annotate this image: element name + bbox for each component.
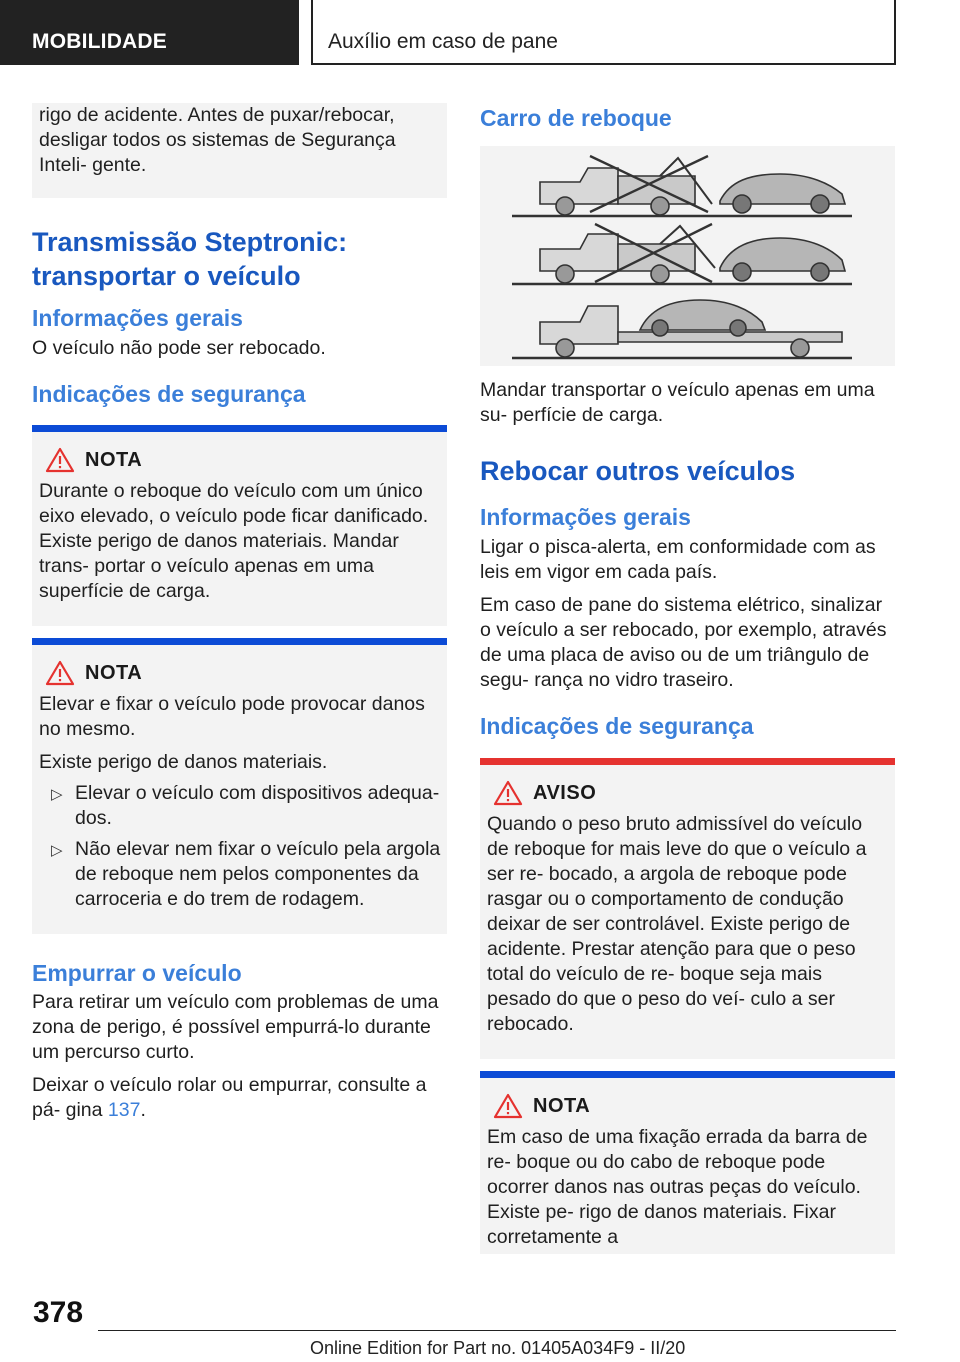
triangle-right-icon: ▷ — [51, 842, 63, 859]
note-right-text: Em caso de uma fixação errada da barra de re- boque ou do cabo de reboque pode ocorrer danos nas outras peças do veículo. Existe pe- rigo de danos materiais. Fixar corretamente a — [487, 1126, 868, 1248]
note-box-1 — [32, 425, 447, 626]
edition-note: Online Edition for Part no. 01405A034F9 - II/20 — [310, 1338, 686, 1358]
note-box-right — [480, 1071, 895, 1254]
empurrar-text-2 — [32, 1073, 447, 1123]
subheading-indicacoes: Indicações de segurança — [32, 381, 306, 407]
triangle-right-icon: ▷ — [51, 786, 63, 803]
continued-box-text: rigo de acidente. Antes de puxar/rebocar, desligar todos os sistemas de Segurança Inteli- gente. — [39, 104, 396, 176]
note-label: NOTA — [533, 1094, 591, 1117]
warning-triangle-icon — [45, 447, 75, 473]
warning-label: AVISO — [533, 781, 597, 804]
tow-truck-drawing — [480, 146, 895, 366]
chapter-title: Auxílio em caso de pane — [311, 0, 896, 65]
empurrar-text-2-pre: Deixar o veículo rolar ou empurrar, consulte a pá- gina — [32, 1074, 427, 1121]
list-item-text: Não elevar nem fixar o veículo pela argola de reboque nem pelos componentes da carroceria e do trem de rodagem. — [75, 838, 441, 910]
info-text-1: Ligar o pisca-alerta, em conformidade com as leis em vigor em cada país. — [480, 536, 876, 583]
empurrar-text-1: Para retirar um veículo com problemas de uma zona de perigo, é possível empurrá-lo durante um percurso curto. — [32, 991, 439, 1063]
right-column — [480, 103, 895, 1254]
warning-text: Quando o peso bruto admissível do veículo de reboque for mais leve do que o veículo a ser re- bocado, a argola de reboque pode rasgar ou o comportamento de condução deixar de ser controlável. Existe perigo de acidente. Prestar atenção para que o peso total do veículo de re- boque seja mais pesado do que o peso do veí- culo a ser rebocado. — [487, 813, 867, 1035]
info-text: O veículo não pode ser rebocado. — [32, 337, 326, 359]
note-box-2-head — [39, 645, 441, 686]
continued-safety-box — [32, 103, 447, 198]
warning-box-head — [487, 765, 889, 806]
warning-triangle-icon — [493, 780, 523, 806]
page-number: 378 — [33, 1296, 84, 1329]
subheading-indicacoes-right: Indicações de segurança — [480, 713, 754, 739]
note-box-right-head — [487, 1078, 889, 1119]
subheading-info-gerais: Informações gerais — [32, 305, 243, 331]
footer-divider — [98, 1330, 896, 1331]
subheading-info-gerais-right: Informações gerais — [480, 504, 691, 530]
list-item — [39, 837, 441, 912]
list-item-text: Elevar o veículo com dispositivos adequa- dos. — [75, 782, 440, 829]
note-1-text: Durante o reboque do veículo com um único eixo elevado, o veículo pode ficar danificado. Existe perigo de danos materiais. Mandar trans- portar o veículo apenas em uma superfície de carga. — [39, 480, 429, 602]
note-2-text-1: Elevar e fixar o veículo pode provocar danos no mesmo. — [39, 693, 425, 740]
list-item — [39, 781, 441, 831]
note-box-2 — [32, 638, 447, 934]
warning-box — [480, 758, 895, 1059]
subheading-empurrar: Empurrar o veículo — [32, 960, 242, 986]
section-title: MOBILIDADE — [0, 0, 299, 65]
note-label: NOTA — [85, 448, 143, 471]
subheading-carro-reboque: Carro de reboque — [480, 105, 672, 131]
figure-caption: Mandar transportar o veículo apenas em uma su- perfície de carga. — [480, 379, 875, 426]
page-link[interactable]: 137 — [107, 1099, 141, 1121]
note-2-bullet-list — [39, 781, 441, 912]
left-column — [32, 103, 447, 1123]
heading-transmissao: Transmissão Steptronic: transportar o veículo — [32, 227, 348, 291]
note-box-1-head — [39, 432, 441, 473]
tow-truck-illustration — [480, 146, 895, 366]
info-text-2: Em caso de pane do sistema elétrico, sinalizar o veículo a ser rebocado, por exemplo, através de uma placa de aviso ou de um triângulo de segu- rança no vidro traseiro. — [480, 594, 887, 691]
empurrar-text-2-post: . — [140, 1099, 146, 1121]
warning-triangle-icon — [45, 660, 75, 686]
heading-rebocar: Rebocar outros veículos — [480, 456, 796, 486]
note-label: NOTA — [85, 661, 143, 684]
warning-triangle-icon — [493, 1093, 523, 1119]
note-2-text-2: Existe perigo de danos materiais. — [39, 751, 328, 773]
